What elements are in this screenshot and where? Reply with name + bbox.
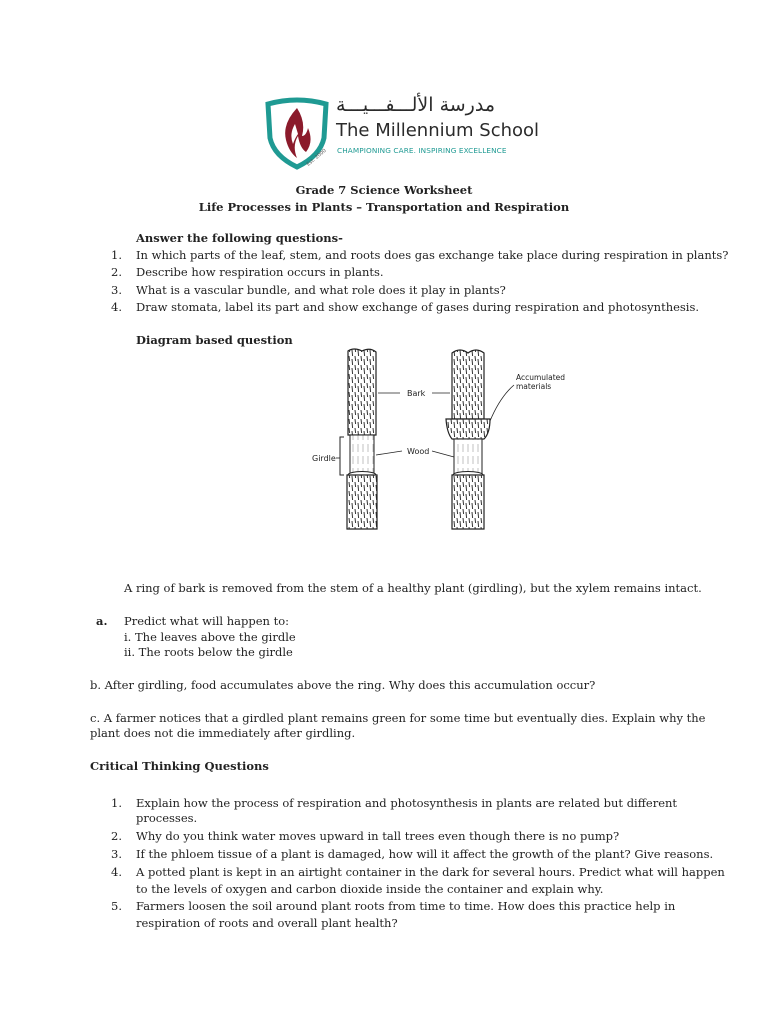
- school-logo: [262, 94, 540, 170]
- part-c-line: plant does not die immediately after girdling.: [90, 726, 356, 740]
- worksheet-title: Grade 7 Science Worksheet: [295, 183, 473, 197]
- question-text: Farmers loosen the soil around plant roots from time to time. How does this practice help in: [136, 899, 676, 913]
- question-text: processes.: [136, 811, 198, 825]
- question-text: Why do you think water moves upward in tall trees even though there is no pump?: [136, 829, 620, 843]
- question-text: What is a vascular bundle, and what role does it play in plants?: [136, 283, 506, 297]
- critical-heading: Critical Thinking Questions: [90, 759, 269, 773]
- question-number: 3.: [111, 847, 122, 861]
- girdle-label: Girdle: [312, 454, 336, 463]
- part-a-line: Predict what will happen to:: [124, 614, 289, 628]
- est-label: Est. 2000: [305, 147, 328, 168]
- school-name-arabic: مدرسة الألـــفـــيـــة: [336, 94, 496, 116]
- girdling-diagram: [306, 347, 576, 533]
- school-tagline: CHAMPIONING CARE. INSPIRING EXCELLENCE: [337, 146, 507, 155]
- question-text: Explain how the process of respiration and photosynthesis in plants are related but different: [136, 796, 678, 810]
- question-number: 2.: [111, 829, 122, 843]
- question-number: 1.: [111, 796, 122, 810]
- left-stem: [340, 349, 377, 529]
- right-stem: [446, 350, 490, 529]
- question-text: to the levels of oxygen and carbon dioxide inside the container and explain why.: [136, 882, 604, 896]
- question-number: 1.: [111, 248, 122, 262]
- wood-label: Wood: [407, 447, 430, 456]
- girdling-intro: A ring of bark is removed from the stem of a healthy plant (girdling), but the xylem remains intact.: [124, 581, 702, 595]
- part-a-line: ii. The roots below the girdle: [124, 645, 293, 659]
- part-a-label: a.: [96, 614, 108, 628]
- question-number: 4.: [111, 865, 122, 879]
- question-number: 3.: [111, 283, 122, 297]
- section-heading: Answer the following questions-: [136, 231, 343, 245]
- question-text: If the phloem tissue of a plant is damaged, how will it affect the growth of the plant? Give reasons.: [136, 847, 714, 861]
- question-number: 2.: [111, 265, 122, 279]
- accumulated-label: Accumulated: [516, 373, 566, 382]
- school-name: The Millennium School: [336, 120, 540, 141]
- question-text: A potted plant is kept in an airtight container in the dark for several hours. Predict what will happen: [136, 865, 725, 879]
- question-text: respiration of roots and overall plant health?: [136, 916, 398, 930]
- question-number: 4.: [111, 300, 122, 314]
- question-text: In which parts of the leaf, stem, and roots does gas exchange take place during respiration in plants?: [136, 248, 729, 262]
- materials-label: materials: [516, 382, 552, 391]
- question-number: 5.: [111, 899, 122, 913]
- part-b-text: b. After girdling, food accumulates above the ring. Why does this accumulation occur?: [90, 678, 596, 692]
- bark-label: Bark: [407, 389, 426, 398]
- flame-shield-icon: [262, 94, 332, 170]
- question-text: Describe how respiration occurs in plants.: [136, 265, 384, 279]
- part-c-line: c. A farmer notices that a girdled plant remains green for some time but eventually dies. Explain why the: [90, 711, 706, 725]
- worksheet-subtitle: Life Processes in Plants – Transportation and Respiration: [198, 200, 570, 214]
- question-text: Draw stomata, label its part and show exchange of gases during respiration and photosynthesis.: [136, 300, 700, 314]
- diagram-heading: Diagram based question: [136, 333, 293, 347]
- part-a-line: i. The leaves above the girdle: [124, 630, 296, 644]
